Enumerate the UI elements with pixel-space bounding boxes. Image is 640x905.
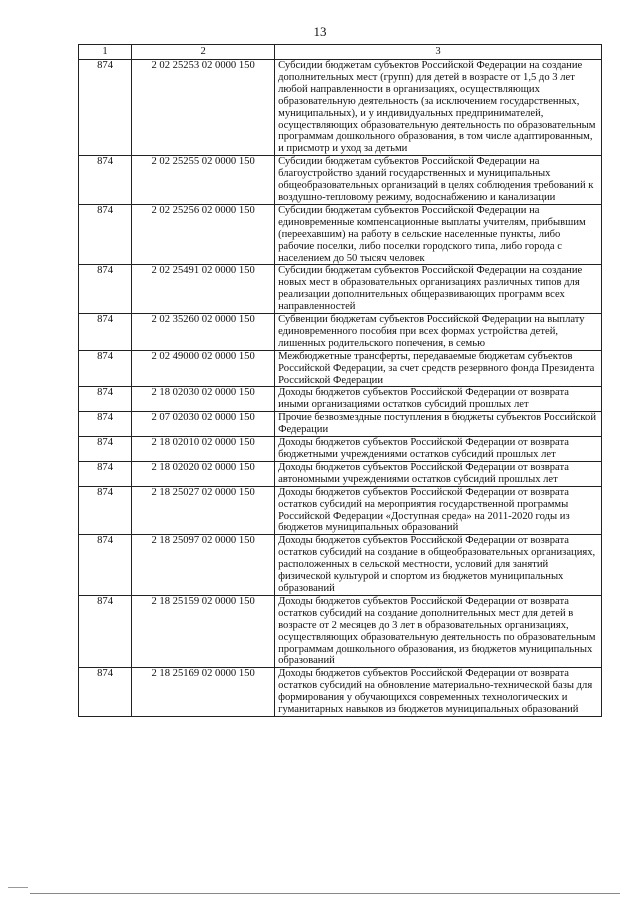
budget-classification-code-cell: 2 18 25027 02 0000 150	[132, 486, 275, 535]
admin-code-cell: 874	[79, 595, 132, 667]
admin-code-cell: 874	[79, 60, 132, 156]
page-number: 13	[313, 24, 327, 39]
table-row	[79, 350, 602, 387]
table-row	[79, 412, 602, 437]
table-row	[79, 595, 602, 667]
budget-classification-code-cell: 2 18 02010 02 0000 150	[132, 437, 275, 462]
revenue-name-cell: Доходы бюджетов субъектов Российской Федерации от возврата остатков субсидий на создание дополнительных мест для детей в возрасте от 2 месяцев до 3 лет в образовательных организациях, осуществляющих образовательную деятельность по образовательным программам дошкольного образования, из бюджетов муниципальных образований	[275, 595, 602, 667]
admin-code-cell: 874	[79, 314, 132, 351]
revenue-name-cell: Субсидии бюджетам субъектов Российской Федерации на благоустройство зданий государственных и муниципальных общеобразовательных организаций в целях соблюдения требований к воздушно-тепловому режиму, водоснабжению и канализации	[275, 156, 602, 205]
table-row	[79, 437, 602, 462]
admin-code-cell: 874	[79, 204, 132, 265]
table-body	[79, 60, 602, 717]
table-row	[79, 535, 602, 596]
table-row	[79, 60, 602, 156]
revenue-name-cell: Доходы бюджетов субъектов Российской Федерации от возврата иными организациями остатков субсидий прошлых лет	[275, 387, 602, 412]
table-row	[79, 204, 602, 265]
column-header-1: 1	[79, 45, 132, 60]
revenue-codes-table	[78, 44, 602, 717]
revenue-name-cell: Субсидии бюджетам субъектов Российской Федерации на создание новых мест в образовательных организациях различных типов для реализации дополнительных общеразвивающих программ всех направленностей	[275, 265, 602, 314]
revenue-name-cell: Доходы бюджетов субъектов Российской Федерации от возврата остатков субсидий на обновление материально-технической базы для формирования у обучающихся современных технологических и гуманитарных навыков из бюджетов муниципальных образований	[275, 668, 602, 717]
table-row	[79, 314, 602, 351]
budget-classification-code-cell: 2 02 49000 02 0000 150	[132, 350, 275, 387]
scan-edge-mark	[8, 887, 28, 888]
revenue-name-cell: Прочие безвозмездные поступления в бюджеты субъектов Российской Федерации	[275, 412, 602, 437]
revenue-name-cell: Доходы бюджетов субъектов Российской Федерации от возврата остатков субсидий на создание в общеобразовательных организациях, расположенных в сельской местности, условий для занятий физической культурой и спортом из бюджетов муниципальных образований	[275, 535, 602, 596]
revenue-name-cell: Межбюджетные трансферты, передаваемые бюджетам субъектов Российской Федерации, за счет средств резервного фонда Президента Российской Федерации	[275, 350, 602, 387]
budget-classification-code-cell: 2 02 25255 02 0000 150	[132, 156, 275, 205]
admin-code-cell: 874	[79, 387, 132, 412]
admin-code-cell: 874	[79, 668, 132, 717]
admin-code-cell: 874	[79, 461, 132, 486]
admin-code-cell: 874	[79, 437, 132, 462]
admin-code-cell: 874	[79, 412, 132, 437]
revenue-name-cell: Субсидии бюджетам субъектов Российской Федерации на единовременные компенсационные выплаты учителям, прибывшим (переехавшим) на работу в сельские населенные пункты, либо рабочие поселки, либо поселки городского типа, либо города с населением до 50 тысяч человек	[275, 204, 602, 265]
budget-classification-code-cell: 2 07 02030 02 0000 150	[132, 412, 275, 437]
budget-classification-code-cell: 2 02 25491 02 0000 150	[132, 265, 275, 314]
column-header-2: 2	[132, 45, 275, 60]
table-row	[79, 461, 602, 486]
budget-classification-code-cell: 2 18 25159 02 0000 150	[132, 595, 275, 667]
budget-classification-code-cell: 2 18 02020 02 0000 150	[132, 461, 275, 486]
budget-classification-code-cell: 2 02 25253 02 0000 150	[132, 60, 275, 156]
table-row	[79, 265, 602, 314]
admin-code-cell: 874	[79, 265, 132, 314]
budget-classification-code-cell: 2 18 25169 02 0000 150	[132, 668, 275, 717]
admin-code-cell: 874	[79, 156, 132, 205]
table-row	[79, 156, 602, 205]
admin-code-cell: 874	[79, 535, 132, 596]
admin-code-cell: 874	[79, 486, 132, 535]
table-row	[79, 387, 602, 412]
revenue-name-cell: Доходы бюджетов субъектов Российской Федерации от возврата остатков субсидий на мероприятия государственной программы Российской Федерации «Доступная среда» на 2011-2020 годы из бюджетов муниципальных образований	[275, 486, 602, 535]
column-header-3: 3	[275, 45, 602, 60]
admin-code-cell: 874	[79, 350, 132, 387]
revenue-name-cell: Доходы бюджетов субъектов Российской Федерации от возврата автономными учреждениями остатков субсидий прошлых лет	[275, 461, 602, 486]
budget-classification-code-cell: 2 02 25256 02 0000 150	[132, 204, 275, 265]
scan-bottom-line	[30, 893, 620, 894]
table-row	[79, 668, 602, 717]
revenue-name-cell: Доходы бюджетов субъектов Российской Федерации от возврата бюджетными учреждениями остатков субсидий прошлых лет	[275, 437, 602, 462]
table-row	[79, 486, 602, 535]
budget-classification-code-cell: 2 02 35260 02 0000 150	[132, 314, 275, 351]
header-row	[79, 45, 602, 60]
budget-classification-code-cell: 2 18 02030 02 0000 150	[132, 387, 275, 412]
revenue-name-cell: Субвенции бюджетам субъектов Российской Федерации на выплату единовременного пособия при всех формах устройства детей, лишенных родительского попечения, в семью	[275, 314, 602, 351]
budget-classification-code-cell: 2 18 25097 02 0000 150	[132, 535, 275, 596]
revenue-name-cell: Субсидии бюджетам субъектов Российской Федерации на создание дополнительных мест (групп) для детей в возрасте от 1,5 до 3 лет любой направленности в организациях, осуществляющих образовательную деятельность (за исключением государственных, муниципальных), и у индивидуальных предпринимателей, осуществляющих образовательную деятельность по образовательным программам дошкольного образования, в том числе адаптированным, и присмотр и уход за детьми	[275, 60, 602, 156]
table-header	[79, 45, 602, 60]
